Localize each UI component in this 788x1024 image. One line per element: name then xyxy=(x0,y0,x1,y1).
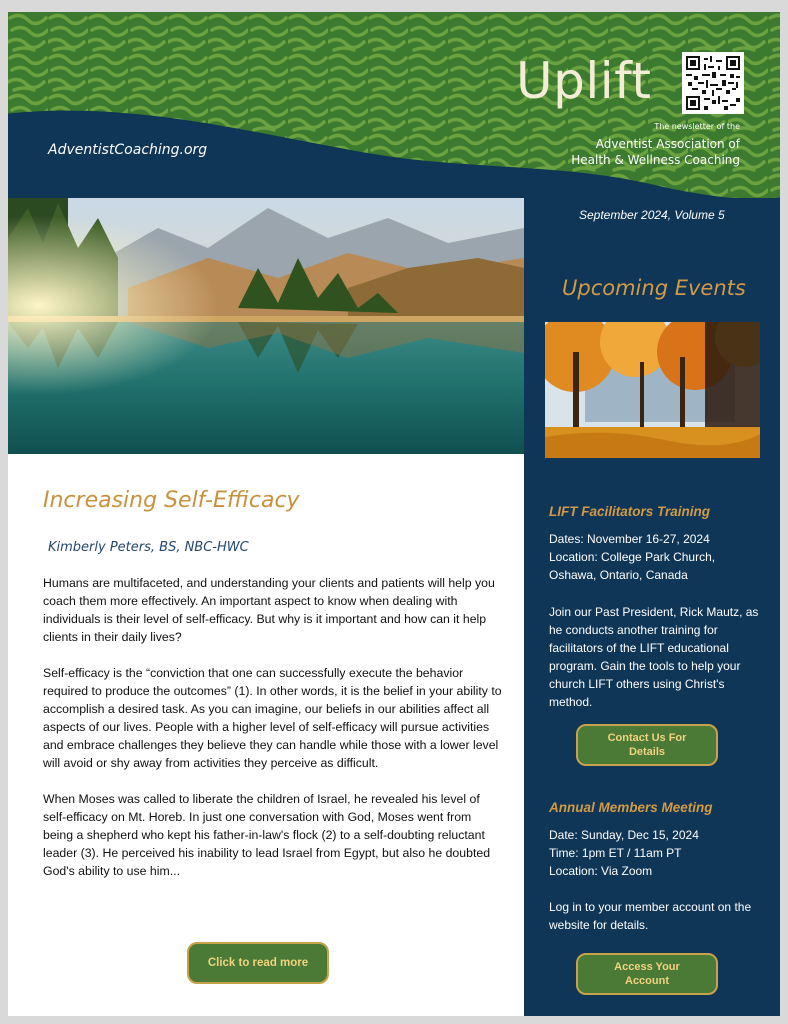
article-paragraph: Humans are multifaceted, and understanding your clients and patients will help you coach them more effectively. An important aspect to know when dealing with individuals is their level of self-efficacy. But why is it important and how can it help clients in their daily lives? xyxy=(43,576,495,644)
event-2-location: Location: Via Zoom xyxy=(549,864,653,878)
event-2-date: Date: Sunday, Dec 15, 2024 xyxy=(549,828,699,842)
event-2-title: Annual Members Meeting xyxy=(549,800,713,815)
newsletter-logo: Uplift xyxy=(516,52,652,110)
event-2-details xyxy=(549,826,759,880)
contact-us-button[interactable]: Contact Us For Details xyxy=(576,724,718,766)
event-1-location-line-1: Location: College Park Church, xyxy=(549,550,716,564)
article-paragraph: Self-efficacy is the “conviction that one can successfully execute the behavior required to produce the outcomes” (1). In other words, it is the belief in your ability to accomplish a desired task. As you can imagine, our beliefs in our abilities affect all aspects of our lives. People with a higher level of self-efficacy will pursue activities and embrace challenges they believe they can handle while those with a lower level will avoid or shy away from activities they perceive as difficult. xyxy=(43,666,502,770)
events-sidebar xyxy=(524,198,780,1016)
access-account-button[interactable]: Access Your Account xyxy=(576,953,718,995)
event-2-time: Time: 1pm ET / 11am PT xyxy=(549,846,682,860)
event-1-description: Join our Past President, Rick Mautz, as he conducts another training for facilitators of the LIFT educational program. Gain the tools to help your church LIFT others using Christ's method. xyxy=(549,605,759,709)
events-heading: Upcoming Events xyxy=(562,276,746,300)
tagline-intro: The newsletter of the xyxy=(654,122,740,131)
event-2-description: Log in to your member account on the website for details. xyxy=(549,900,752,932)
mountain-lake-illustration xyxy=(8,198,524,454)
masthead xyxy=(8,12,780,212)
article-body xyxy=(43,574,503,898)
article-title: Increasing Self-Efficacy xyxy=(43,488,300,513)
read-more-button[interactable]: Click to read more xyxy=(187,942,329,984)
event-1-details xyxy=(549,530,759,584)
feature-article xyxy=(8,454,524,1016)
qr-code-icon xyxy=(686,56,740,110)
article-paragraph: When Moses was called to liberate the children of Israel, he revealed his level of self-efficacy on Mt. Horeb. In just one conversation with God, Moses went from being a shepherd who kept his father-in-law's flock (2) to a self-doubting reluctant leader (3). He perceived his inability to lead Israel from Egypt, but also he doubted God's ability to use him... xyxy=(43,792,491,878)
autumn-trees-image xyxy=(545,322,760,458)
article-author: Kimberly Peters, BS, NBC-HWC xyxy=(48,540,249,555)
hero-lake-image xyxy=(8,198,524,454)
qr-code[interactable] xyxy=(682,52,744,114)
issue-date: September 2024, Volume 5 xyxy=(579,208,725,222)
organization-line-1: Adventist Association of xyxy=(595,137,740,151)
site-url[interactable]: AdventistCoaching.org xyxy=(48,142,208,158)
organization-line-2: Health & Wellness Coaching xyxy=(571,153,740,167)
organization-name xyxy=(500,136,740,168)
event-1-title: LIFT Facilitators Training xyxy=(549,504,711,519)
autumn-forest-illustration xyxy=(545,322,760,458)
event-1-location-line-2: Oshawa, Ontario, Canada xyxy=(549,568,688,582)
event-1-dates: Dates: November 16-27, 2024 xyxy=(549,532,710,546)
masthead-background xyxy=(8,12,780,212)
newsletter-page xyxy=(8,12,780,1016)
